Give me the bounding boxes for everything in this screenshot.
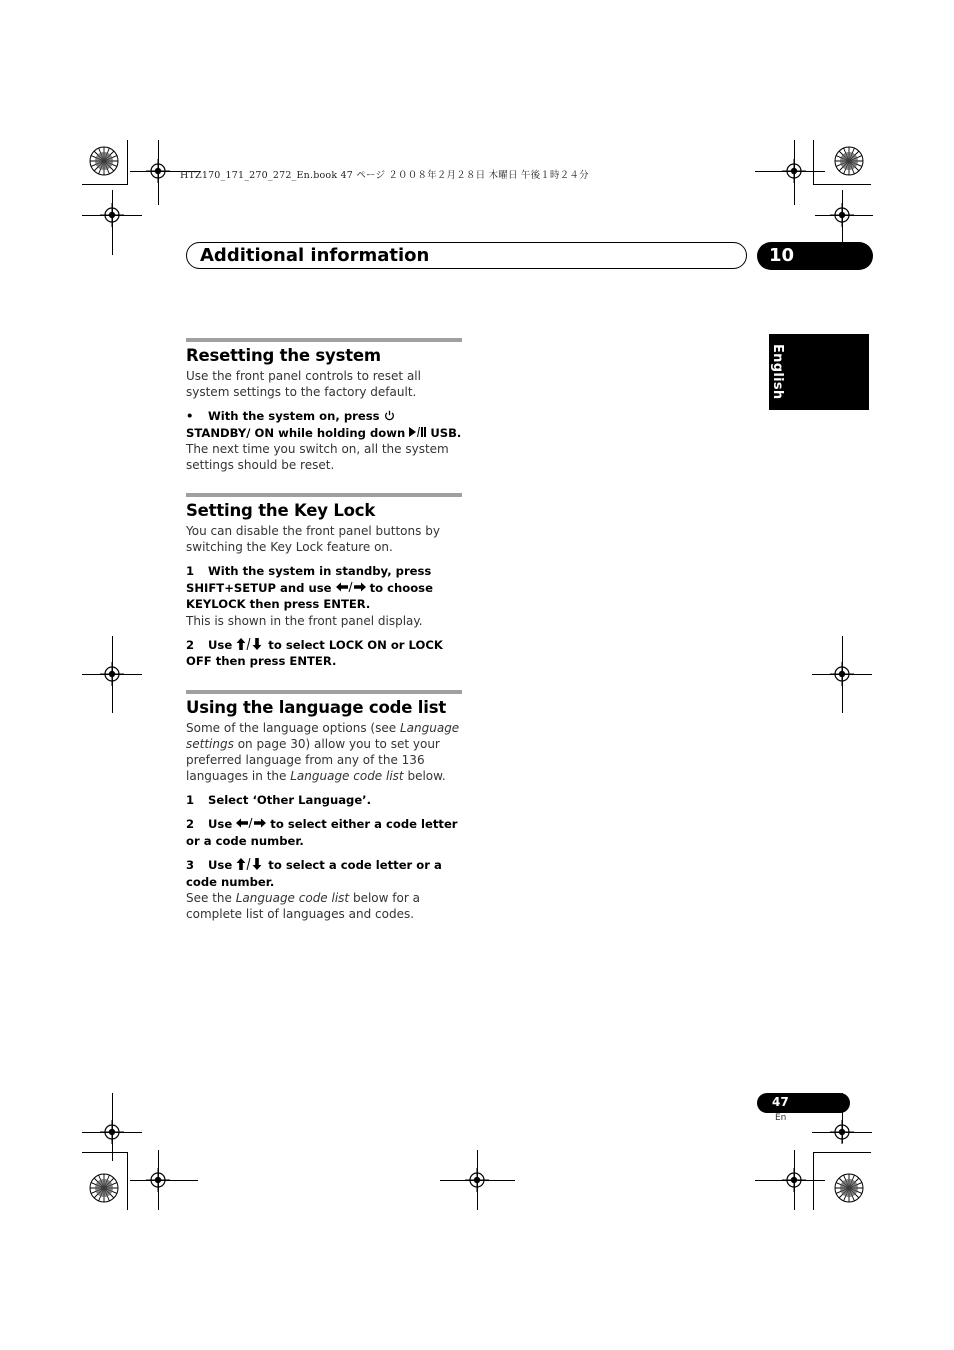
section-resetting bbox=[186, 338, 462, 473]
registration-mark-icon bbox=[100, 1120, 124, 1144]
registration-mark-icon bbox=[830, 203, 854, 227]
section-rule bbox=[186, 493, 462, 497]
up-down-arrows-icon bbox=[236, 638, 264, 650]
left-right-arrows-icon bbox=[236, 818, 266, 828]
registration-mark-icon bbox=[782, 1168, 806, 1192]
page-language: En bbox=[775, 1113, 787, 1123]
play-pause-icon bbox=[409, 427, 426, 437]
left-right-arrows-icon bbox=[336, 582, 366, 592]
step-2: 2 Use to select either a code letter or a code number. bbox=[186, 817, 458, 848]
registration-mark-icon bbox=[830, 1120, 854, 1144]
rosette-mark-icon bbox=[89, 1173, 119, 1203]
registration-mark-icon bbox=[146, 159, 170, 183]
section-title: Setting the Key Lock bbox=[186, 501, 376, 520]
registration-mark-icon bbox=[782, 159, 806, 183]
link-language-code-list: Language code list bbox=[235, 891, 350, 905]
step-number: 2 bbox=[186, 817, 195, 831]
registration-mark-icon bbox=[465, 1168, 489, 1192]
registration-mark-icon bbox=[100, 662, 124, 686]
bullet-result: The next time you switch on, all the system settings should be reset. bbox=[186, 442, 449, 472]
step-note: This is shown in the front panel display. bbox=[186, 613, 423, 628]
page-number: 47 bbox=[772, 1095, 789, 1109]
content-column bbox=[186, 338, 462, 942]
rosette-mark-icon bbox=[834, 1173, 864, 1203]
link-language-code-list: Language code list bbox=[290, 768, 404, 783]
step-note: See the Language code list below for a complete list of languages and codes. bbox=[186, 891, 420, 921]
step-1: 1 With the system in standby, press SHIFT+SETUP and use to choose KEYLOCK then press ENTER. This is shown in the front panel display. bbox=[186, 563, 462, 629]
step-3: 3 Use to select a code letter or a code number. See the Language code list below for a complete list of languages and codes. bbox=[186, 857, 462, 922]
bullet-step: • With the system on, press STANDBY/ ON while holding down USB. The next time you switch on, all the system settings should be reset. bbox=[186, 409, 462, 472]
step-number: 1 bbox=[186, 792, 195, 807]
section-title: Using the language code list bbox=[186, 697, 447, 717]
step-number: 1 bbox=[186, 564, 195, 578]
page-number-badge bbox=[757, 1093, 850, 1113]
registration-mark-icon bbox=[146, 1168, 170, 1192]
section-intro: You can disable the front panel buttons by switching the Key Lock feature on. bbox=[186, 524, 440, 554]
page-title: Additional information bbox=[200, 245, 430, 266]
rosette-mark-icon bbox=[834, 146, 864, 176]
bullet-marker: • bbox=[186, 409, 194, 423]
chapter-number: 10 bbox=[769, 245, 795, 266]
section-language-code bbox=[186, 690, 462, 923]
standby-power-icon bbox=[384, 410, 395, 421]
rosette-mark-icon bbox=[89, 146, 119, 176]
language-tab-label: English bbox=[770, 344, 785, 400]
link-language-settings: Language settings bbox=[186, 720, 460, 751]
up-down-arrows-icon bbox=[236, 858, 264, 870]
book-info-line: HTZ170_171_270_272_En.book 47 ページ ２００８年２月２８日 木曜日 午後１時２４分 bbox=[180, 170, 589, 181]
section-rule bbox=[186, 338, 462, 342]
step-2: 2 Use to select LOCK ON or LOCK OFF then press ENTER. bbox=[186, 637, 443, 668]
registration-mark-icon bbox=[830, 662, 854, 686]
step-number: 2 bbox=[186, 637, 195, 652]
section-rule bbox=[186, 690, 462, 694]
step-1: 1 Select ‘Other Language’. bbox=[186, 792, 371, 807]
section-intro: Use the front panel controls to reset all system settings to the factory default. bbox=[186, 369, 421, 399]
step-number: 3 bbox=[186, 858, 195, 872]
registration-mark-icon bbox=[100, 203, 124, 227]
section-key-lock bbox=[186, 493, 462, 670]
section-intro: Some of the language options (see Language settings on page 30) allow you to set your preferred language from any of the 136 languages in the Language code list below. bbox=[186, 720, 460, 783]
section-title: Resetting the system bbox=[186, 346, 381, 365]
